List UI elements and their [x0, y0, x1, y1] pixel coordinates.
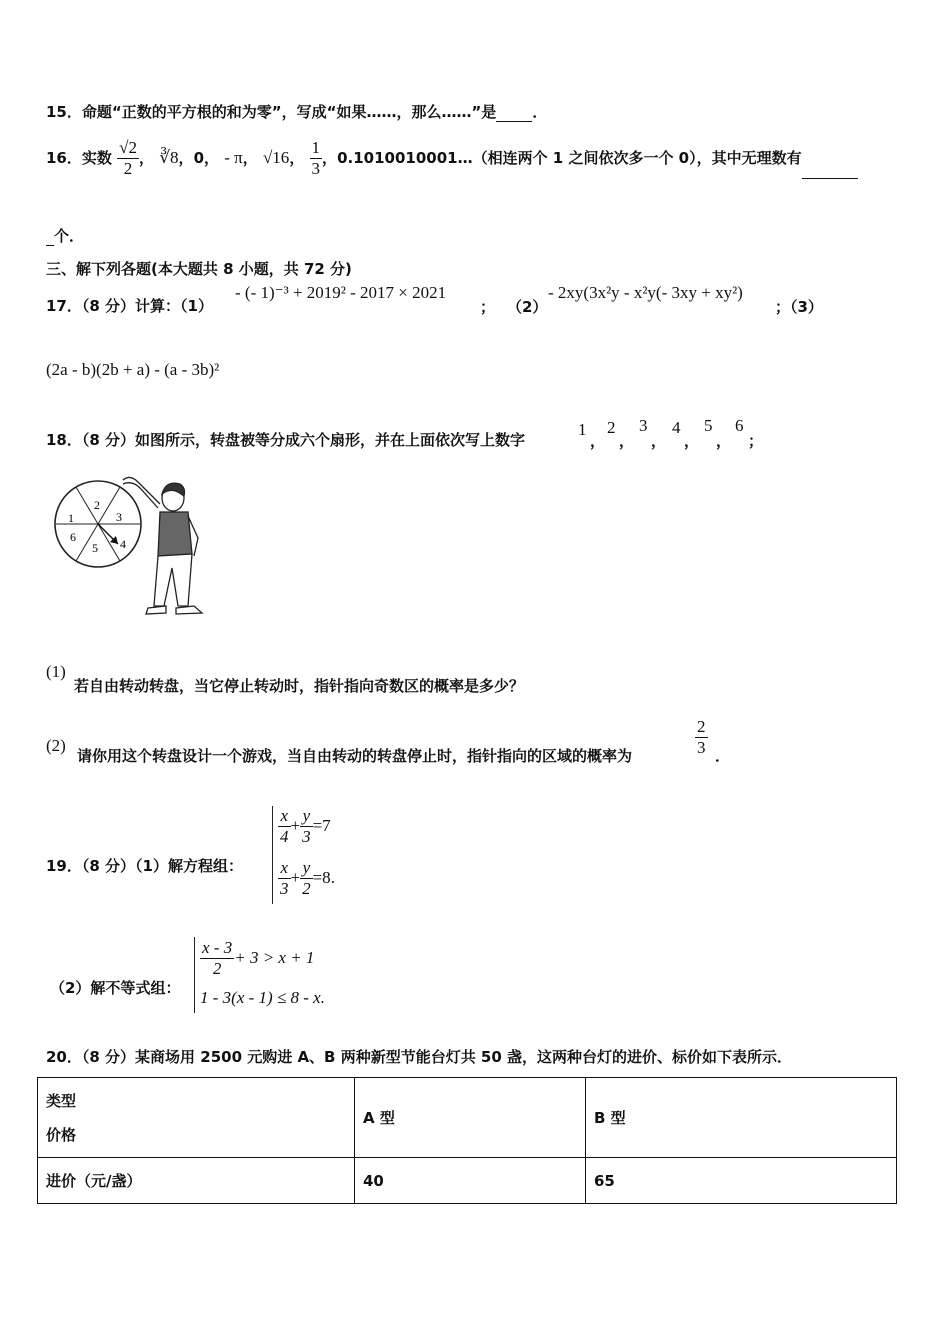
question-20 [46, 1046, 792, 1067]
q19-part2-label: （2）解不等式组： [50, 979, 181, 997]
wheel-label-4: 4 [120, 537, 126, 551]
q18-part1-mark: (1) [46, 662, 66, 681]
price-table [37, 1077, 897, 1204]
table-cell-b: 65 [586, 1158, 897, 1204]
q16-sqrt-16: √16 [262, 148, 290, 167]
question-15 [46, 101, 547, 122]
spinner-figure [48, 472, 213, 627]
wheel-label-1: 1 [68, 511, 74, 525]
q16-number: 16． [46, 149, 82, 167]
q19-inequality-2: 1 - 3(x - 1) ≤ 8 - x. [200, 988, 325, 1007]
q17-separator-2: ；（3） [775, 298, 823, 316]
q18-text: （8 分）如图所示，转盘被等分成六个扇形，并在上面依次写上数字 [81, 431, 526, 449]
q18-part1-text: 若自由转动转盘，当它停止转动时，指针指向奇数区的概率是多少？ [74, 677, 525, 695]
q19-system-brace [272, 806, 273, 904]
q16-continuation: 个． [46, 225, 84, 246]
q16-cube-root-8: ∛8 [159, 148, 179, 167]
q18-digit-1: 1 [578, 420, 587, 439]
table-col-b: B 型 [586, 1078, 897, 1158]
q16-zero: 0 [193, 149, 204, 167]
table-corner-cell: 类型 价格 [38, 1078, 355, 1158]
q16-lead: 实数 [81, 149, 112, 167]
table-row [38, 1158, 897, 1204]
spinner-wheel [55, 481, 141, 567]
wheel-label-3: 3 [116, 510, 122, 524]
q18-part2-fraction: $\frac{2}{3}$ [697, 717, 706, 757]
table-header-row [38, 1078, 897, 1158]
question-19 [46, 855, 243, 876]
q16-answer-blank[interactable] [802, 138, 858, 179]
q15-answer-blank[interactable] [496, 103, 532, 122]
q15-end: ． [532, 103, 548, 121]
q19-inequality-1: $\frac{x - 3}{2}$ + 3 > x + 1 [202, 938, 315, 978]
q17-number: 17． [46, 297, 82, 315]
q18-digit-6: 6 [735, 416, 744, 435]
q17-part2-label: （2） [507, 298, 548, 316]
q19-number: 19． [46, 857, 82, 875]
wheel-label-6: 6 [70, 530, 76, 544]
q16-decimal-text: 0.1010010001…（相连两个 1 之间依次多一个 0），其中无理数有 [337, 149, 802, 167]
question-16: 16．实数 $\frac{√2}{2}$ ， ∛8，0， - π， √16， $\frac{1}{3}$ ，0.1010010001…（相连两个 1 之间依次多一个 0），其中无理数有 [46, 138, 858, 179]
q18-end: ； [748, 432, 764, 450]
table-row-label: 进价（元/盏） [38, 1158, 355, 1204]
q18-digit-5: 5 [704, 416, 713, 435]
q19-equation-1: $\frac{x}{4}$ + $\frac{y}{3}$ =7 [280, 806, 331, 846]
q15-number: 15． [46, 103, 82, 121]
q17-expression-3: (2a - b)(2b + a) - (a - 3b)² [46, 360, 220, 379]
q18-part2-text: 请你用这个转盘设计一个游戏，当自由转动的转盘停止时，指针指向的区域的概率为 [77, 747, 633, 765]
q15-text: 命题“正数的平方根的和为零”，写成“如果……，那么……”是 [81, 103, 497, 121]
q20-number: 20． [46, 1048, 82, 1066]
q18-part2-end: ． [715, 747, 731, 765]
q17-expression-1: - (- 1)⁻³ + 2019² - 2017 × 2021 [235, 283, 447, 302]
question-18 [46, 429, 525, 450]
q19-inequality-brace [194, 937, 195, 1013]
q18-part2-mark: (2) [46, 736, 66, 755]
q17-expression-2: - 2xy(3x²y - x²y(- 3xy + xy²) [548, 283, 743, 302]
q19-equation-2: $\frac{x}{3}$ + $\frac{y}{2}$ =8. [280, 858, 335, 898]
q17-label: （8 分）计算：（1） [81, 297, 213, 315]
q16-fraction-sqrt2-over-2: $\frac{√2}{2}$ [119, 138, 137, 178]
question-17 [46, 295, 213, 316]
q18-digit-3: 3 [639, 416, 648, 435]
q17-separator-1: ； [480, 298, 496, 316]
wheel-label-2: 2 [94, 498, 100, 512]
q16-blank-tail [46, 227, 54, 246]
q18-digit-2: 2 [607, 418, 616, 437]
table-cell-a: 40 [355, 1158, 586, 1204]
q16-fraction-1-over-3: $\frac{1}{3}$ [311, 138, 321, 178]
q19-label: （8 分）（1）解方程组： [81, 857, 243, 875]
table-col-a: A 型 [355, 1078, 586, 1158]
q20-text: （8 分）某商场用 2500 元购进 A、B 两种新型节能台灯共 50 盏，这两种台灯的进价、标价如下表所示． [81, 1048, 793, 1066]
q18-digit-4: 4 [672, 418, 681, 437]
wheel-label-5: 5 [92, 541, 98, 555]
q18-number: 18． [46, 431, 82, 449]
section-3-heading: 三、解下列各题(本大题共 8 小题，共 72 分) [46, 260, 352, 278]
q16-neg-pi: - π [224, 148, 243, 167]
